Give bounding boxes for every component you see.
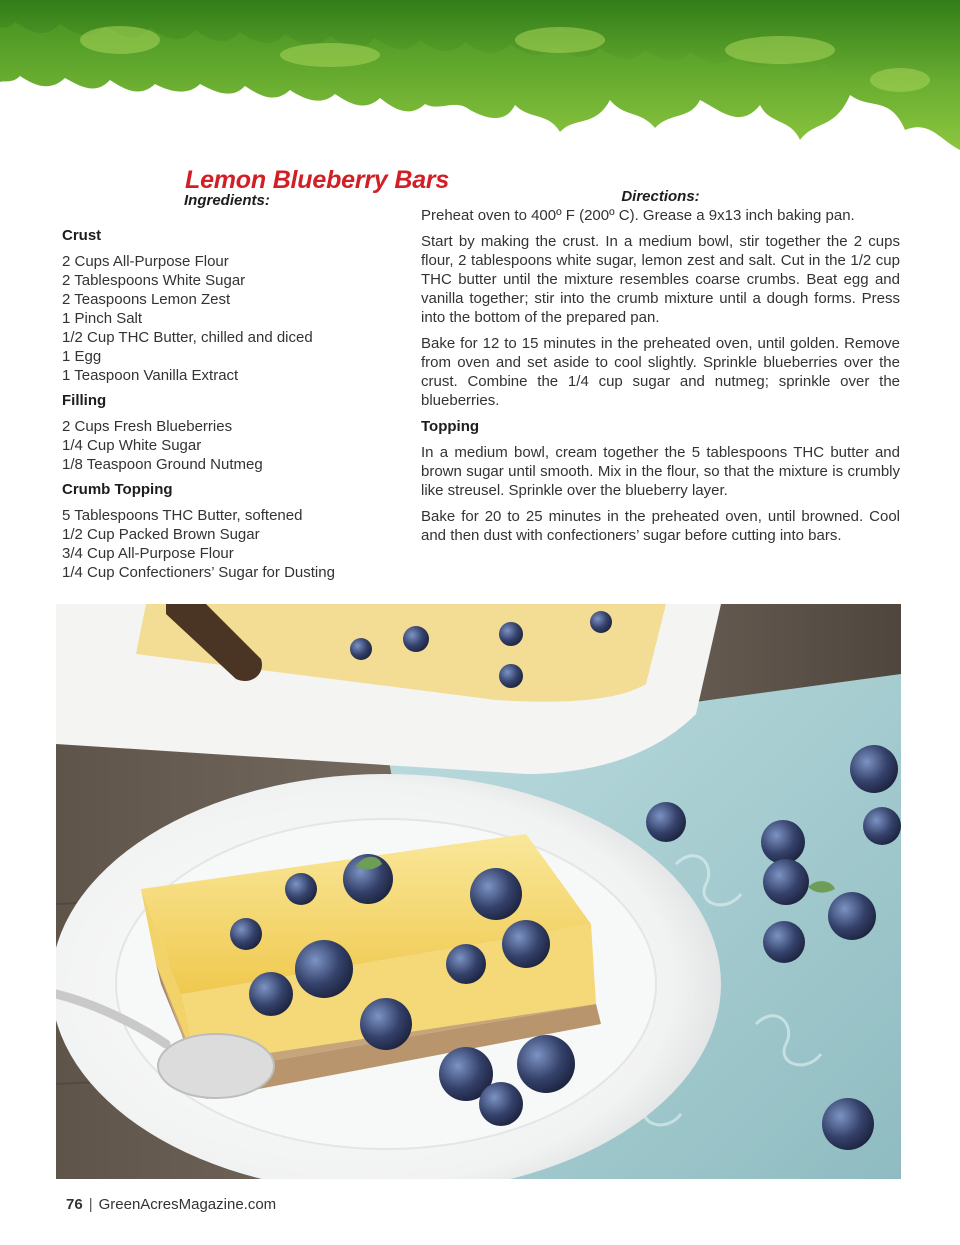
list-item: 2 Tablespoons White Sugar — [62, 272, 246, 289]
list-item: 5 Tablespoons THC Butter, softened — [62, 507, 303, 524]
direction-paragraph-topping: In a medium bowl, cream together the 5 tablespoons THC butter and brown sugar until smooth. Mix in the flour, so that the mixture is crumbly like streusel. Sprinkle over the blueberry layer. — [421, 444, 900, 499]
list-item: 1/4 Cup Confectioners’ Sugar for Dusting — [62, 564, 335, 581]
crust-ingredient-list — [62, 252, 392, 385]
list-item: 2 Cups Fresh Blueberries — [62, 418, 233, 435]
section-heading-filling: Filling — [62, 392, 107, 409]
lettuce-leaves-banner — [0, 0, 960, 170]
ingredients-heading: Ingredients: — [184, 192, 270, 209]
topping-heading: Topping — [421, 418, 480, 435]
filling-ingredient-list — [62, 417, 392, 474]
direction-paragraph-final-bake: Bake for 20 to 25 minutes in the preheated oven, until browned. Cool and then dust with confectioners’ sugar before cutting into bars. — [421, 508, 900, 544]
ingredients-column — [62, 192, 392, 588]
lemon-blueberry-bar-photo — [56, 604, 901, 1179]
list-item: 1/2 Cup THC Butter, chilled and diced — [62, 329, 313, 346]
list-item: 1 Teaspoon Vanilla Extract — [62, 367, 239, 384]
list-item: 3/4 Cup All-Purpose Flour — [62, 545, 234, 562]
list-item: 1 Egg — [62, 348, 102, 365]
crumb-topping-ingredient-list — [62, 506, 392, 582]
website-link[interactable]: GreenAcresMagazine.com — [98, 1196, 277, 1213]
list-item: 1/8 Teaspoon Ground Nutmeg — [62, 456, 263, 473]
page-number: 76 — [66, 1196, 83, 1213]
section-heading-crumb-topping: Crumb Topping — [62, 481, 173, 498]
list-item: 1/4 Cup White Sugar — [62, 437, 202, 454]
recipe-title: Lemon Blueberry Bars — [185, 165, 450, 194]
list-item: 2 Teaspoons Lemon Zest — [62, 291, 231, 308]
direction-paragraph-preheat: Preheat oven to 400º F (200º C). Grease a 9x13 inch baking pan. — [421, 207, 855, 224]
directions-column — [421, 188, 900, 552]
section-heading-crust: Crust — [62, 227, 102, 244]
page-footer — [66, 1196, 276, 1213]
footer-separator: | — [88, 1196, 93, 1213]
list-item: 1 Pinch Salt — [62, 310, 143, 327]
list-item: 2 Cups All-Purpose Flour — [62, 253, 229, 270]
direction-paragraph-bake-crust: Bake for 12 to 15 minutes in the preheated oven, until golden. Remove from oven and set aside to cool slightly. Sprinkle blueberries over the crust. Combine the 1/4 cup sugar and nutmeg; sprinkle over the blueberries. — [421, 335, 900, 409]
directions-heading: Directions: — [621, 188, 700, 205]
list-item: 1/2 Cup Packed Brown Sugar — [62, 526, 260, 543]
direction-paragraph-crust: Start by making the crust. In a medium bowl, stir together the 2 cups flour, 2 tablespoons white sugar, lemon zest and salt. Cut in the 1/2 cup THC butter until the mixture resembles coarse crumbs. Beat egg and vanilla together; stir into the crumb mixture until a dough forms. Press into the bottom of the prepared pan. — [421, 233, 900, 326]
